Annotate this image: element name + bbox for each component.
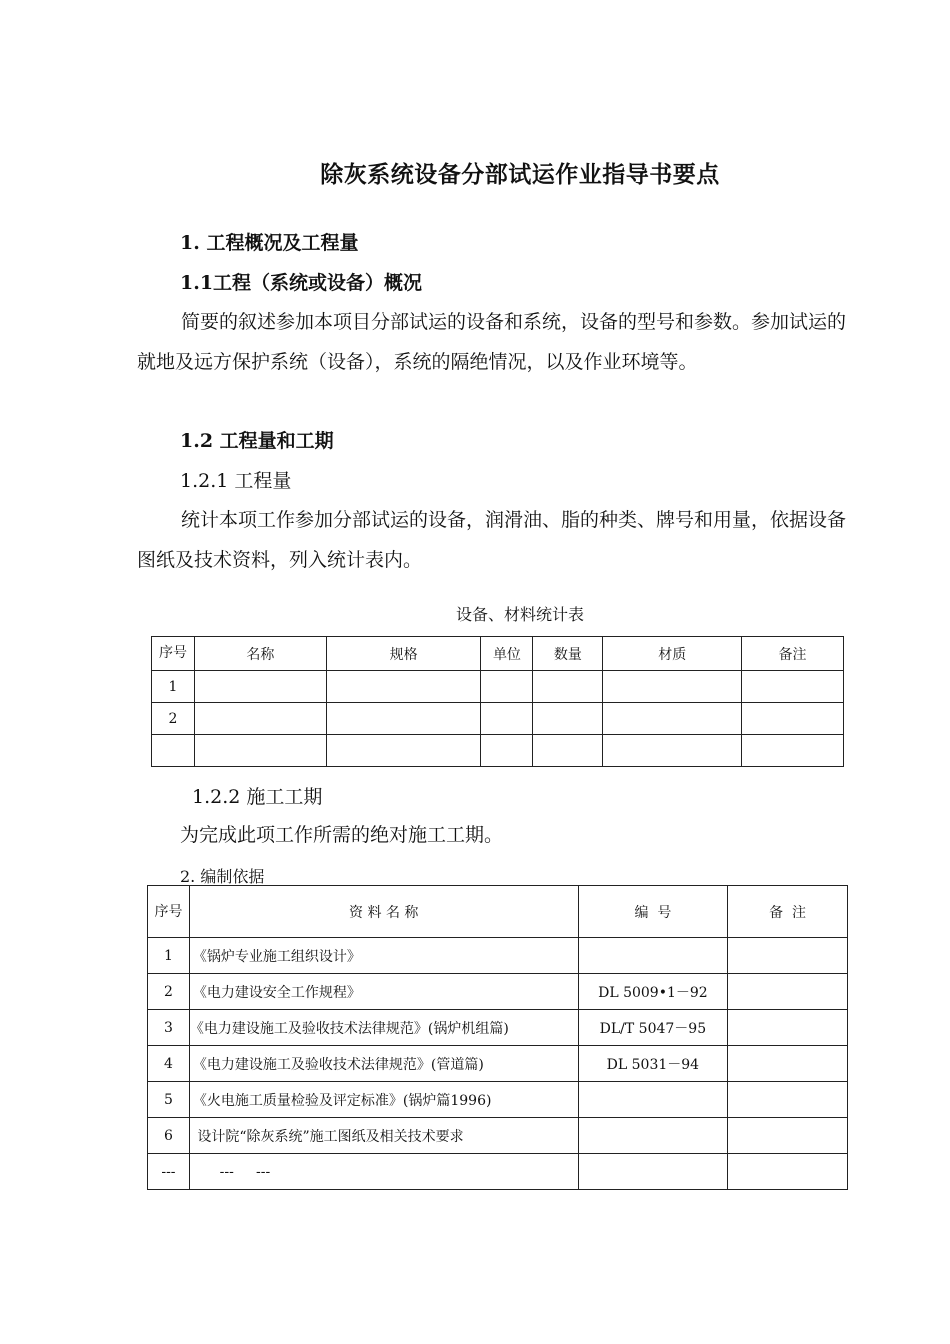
cell-quantity (533, 671, 603, 703)
cell-number: DL 5031－94 (578, 1046, 728, 1082)
section-1-2-2-text: 为完成此项工作所需的绝对施工工期。 (180, 824, 504, 846)
cell-seq: --- (148, 1154, 190, 1190)
header-material: 材质 (603, 637, 742, 671)
header-seq: 序号 (152, 637, 195, 671)
equipment-material-table (151, 636, 844, 767)
cell-seq: 6 (148, 1118, 190, 1154)
cell-document-name: 设计院“除灰系统”施工图纸及相关技术要求 (189, 1118, 578, 1154)
table-row (148, 1010, 848, 1046)
cell-number: DL 5009•1－92 (578, 974, 728, 1010)
table-row (148, 1046, 848, 1082)
section-1-heading: 1. 工程概况及工程量 (180, 232, 359, 254)
cell-unit (481, 703, 533, 735)
table-header-row (152, 637, 844, 671)
section-1-2-1-text: 统计本项工作参加分部试运的设备，润滑油、脂的种类、牌号和用量，依据设备图纸及技术资料，列入统计表内。 (137, 509, 847, 571)
reference-basis-table (147, 885, 848, 1190)
cell-name (194, 671, 326, 703)
cell-name (194, 703, 326, 735)
cell-remark (728, 938, 848, 974)
cell-remark (742, 671, 844, 703)
table-row (152, 735, 844, 767)
cell-material (603, 735, 742, 767)
table-header-row (148, 886, 848, 938)
cell-seq: 3 (148, 1010, 190, 1046)
cell-document-name: 《电力建设施工及验收技术法律规范》(管道篇) (189, 1046, 578, 1082)
header-number: 编 号 (578, 886, 728, 938)
cell-name (194, 735, 326, 767)
section-2-heading: 2. 编制依据 (180, 867, 265, 886)
cell-document-name: --- --- (189, 1154, 578, 1190)
table-1-caption: 设备、材料统计表 (455, 605, 584, 624)
cell-material (603, 703, 742, 735)
header-seq: 序号 (148, 886, 190, 938)
header-quantity: 数量 (533, 637, 603, 671)
cell-quantity (533, 735, 603, 767)
cell-unit (481, 671, 533, 703)
cell-remark (728, 1154, 848, 1190)
cell-seq: 2 (148, 974, 190, 1010)
header-remark: 备 注 (728, 886, 848, 938)
cell-quantity (533, 703, 603, 735)
table-row (148, 1082, 848, 1118)
cell-seq: 5 (148, 1082, 190, 1118)
table-row (148, 938, 848, 974)
table-row (148, 1118, 848, 1154)
cell-number (578, 1118, 728, 1154)
cell-document-name: 《火电施工质量检验及评定标准》(锅炉篇1996) (189, 1082, 578, 1118)
cell-seq: 1 (148, 938, 190, 974)
section-1-1-heading: 1.1工程（系统或设备）概况 (180, 272, 423, 294)
cell-remark (728, 1010, 848, 1046)
table-row (152, 703, 844, 735)
cell-material (603, 671, 742, 703)
cell-document-name: 《电力建设施工及验收技术法律规范》(锅炉机组篇) (189, 1010, 578, 1046)
cell-number (578, 1082, 728, 1118)
section-1-2-1-heading: 1.2.1 工程量 (180, 470, 292, 492)
cell-seq: 2 (152, 703, 195, 735)
cell-remark (728, 1082, 848, 1118)
cell-document-name: 《锅炉专业施工组织设计》 (189, 938, 578, 974)
header-document-name: 资 料 名 称 (189, 886, 578, 938)
header-unit: 单位 (481, 637, 533, 671)
cell-number (578, 938, 728, 974)
cell-unit (481, 735, 533, 767)
cell-document-name: 《电力建设安全工作规程》 (189, 974, 578, 1010)
section-1-2-2-heading: 1.2.2 施工工期 (192, 786, 323, 808)
cell-remark (728, 1118, 848, 1154)
cell-remark (742, 703, 844, 735)
section-1-1-text: 简要的叙述参加本项目分部试运的设备和系统，设备的型号和参数。参加试运的就地及远方保护系统（设备），系统的隔绝情况，以及作业环境等。 (137, 311, 847, 373)
cell-seq: 4 (148, 1046, 190, 1082)
cell-remark (728, 974, 848, 1010)
table-row (152, 671, 844, 703)
cell-remark (728, 1046, 848, 1082)
cell-number: DL/T 5047－95 (578, 1010, 728, 1046)
header-spec: 规格 (326, 637, 481, 671)
section-1-2-heading: 1.2 工程量和工期 (180, 430, 334, 452)
table-row (148, 974, 848, 1010)
cell-spec (326, 671, 481, 703)
table-row (148, 1154, 848, 1190)
cell-spec (326, 703, 481, 735)
cell-seq (152, 735, 195, 767)
document-title: 除灰系统设备分部试运作业指导书要点 (320, 161, 720, 188)
cell-spec (326, 735, 481, 767)
cell-remark (742, 735, 844, 767)
cell-number (578, 1154, 728, 1190)
cell-seq: 1 (152, 671, 195, 703)
header-name: 名称 (194, 637, 326, 671)
header-remark: 备注 (742, 637, 844, 671)
